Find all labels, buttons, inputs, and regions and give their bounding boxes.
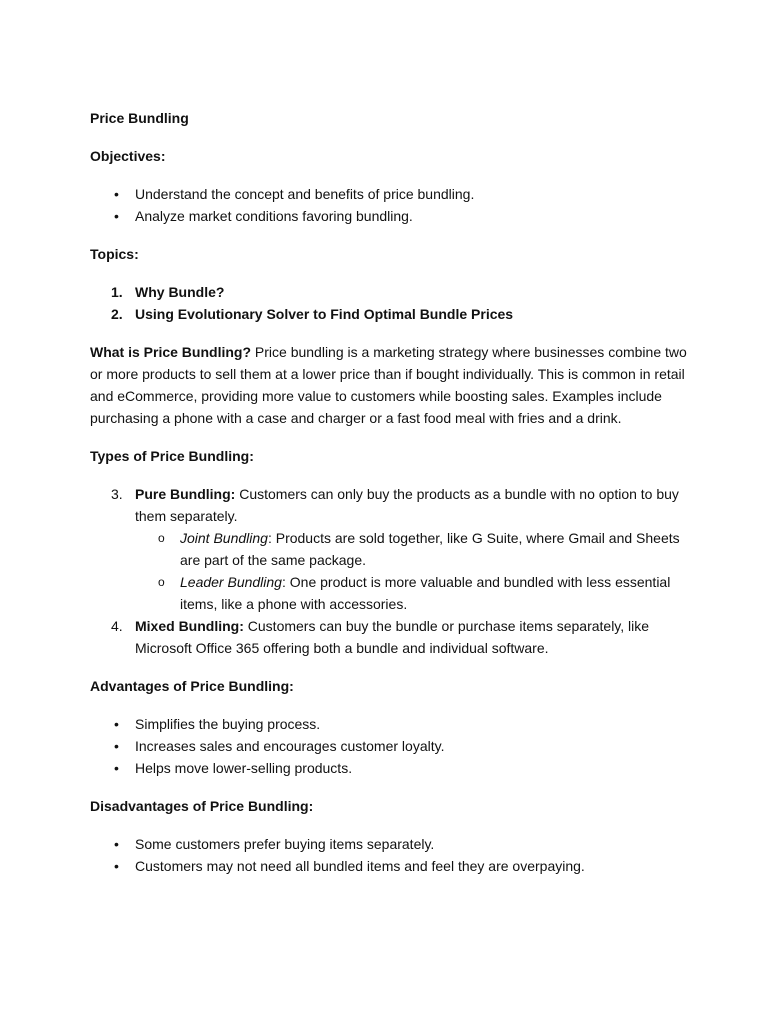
list-number: 3.	[111, 486, 123, 502]
paragraph-lead: What is Price Bundling?	[90, 344, 252, 360]
item-lead: Mixed Bundling:	[135, 618, 244, 634]
advantages-list	[90, 713, 690, 779]
types-list	[90, 483, 690, 659]
list-item	[90, 615, 690, 659]
item-lead: Joint Bundling	[180, 530, 268, 546]
list-item	[90, 303, 690, 325]
list-item	[90, 483, 690, 527]
list-item: • Increases sales and encourages customer loyalty.	[90, 735, 690, 757]
sub-list-item	[90, 571, 690, 615]
circle-bullet-icon: o	[158, 575, 165, 589]
sublist-container	[90, 527, 690, 615]
sub-list-item	[90, 527, 690, 571]
topics-heading: Topics:	[90, 246, 139, 262]
list-item: • Customers may not need all bundled items and feel they are overpaying.	[90, 855, 690, 877]
disadvantages-heading: Disadvantages of Price Bundling:	[90, 798, 314, 814]
document-title: Price Bundling	[90, 110, 189, 126]
item-text: : Products are sold together, like G Suite, where Gmail and Sheets are part of the same package.	[180, 530, 680, 568]
objectives-heading: Objectives:	[90, 148, 166, 164]
topic-text: Using Evolutionary Solver to Find Optimal Bundle Prices	[135, 306, 514, 322]
item-text: : One product is more valuable and bundled with less essential items, like a phone with accessories.	[180, 574, 671, 612]
list-number: 4.	[111, 618, 123, 634]
list-number: 1.	[111, 284, 123, 300]
sub-list	[90, 527, 690, 615]
topic-text: Why Bundle?	[135, 284, 225, 300]
item-text: Customers can buy the bundle or purchase items separately, like Microsoft Office 365 offering both a bundle and individual software.	[135, 618, 650, 656]
item-lead: Pure Bundling:	[135, 486, 236, 502]
list-item: • Understand the concept and benefits of price bundling.	[90, 183, 690, 205]
list-item: • Analyze market conditions favoring bundling.	[90, 205, 690, 227]
circle-bullet-icon: o	[158, 531, 165, 545]
item-text: Customers can only buy the products as a bundle with no option to buy them separately.	[135, 486, 679, 524]
objectives-list	[90, 183, 690, 227]
advantages-heading: Advantages of Price Bundling:	[90, 678, 294, 694]
topics-list	[90, 281, 690, 325]
types-heading: Types of Price Bundling:	[90, 448, 254, 464]
list-item: • Some customers prefer buying items separately.	[90, 833, 690, 855]
disadvantages-list	[90, 833, 690, 877]
item-lead: Leader Bundling	[180, 574, 282, 590]
list-item: • Simplifies the buying process.	[90, 713, 690, 735]
list-item: • Helps move lower-selling products.	[90, 757, 690, 779]
list-number: 2.	[111, 306, 123, 322]
paragraph-text: Price bundling is a marketing strategy where businesses combine two or more products to sell them at a lower price than if bought individually. This is common in retail and eCommerce, providing more value to customers while boosting sales. Examples include purchasing a phone with a case and charger or a fast food meal with fries and a drink.	[90, 344, 687, 426]
what-is-paragraph	[90, 341, 690, 429]
document-body	[90, 107, 690, 893]
list-item	[90, 281, 690, 303]
